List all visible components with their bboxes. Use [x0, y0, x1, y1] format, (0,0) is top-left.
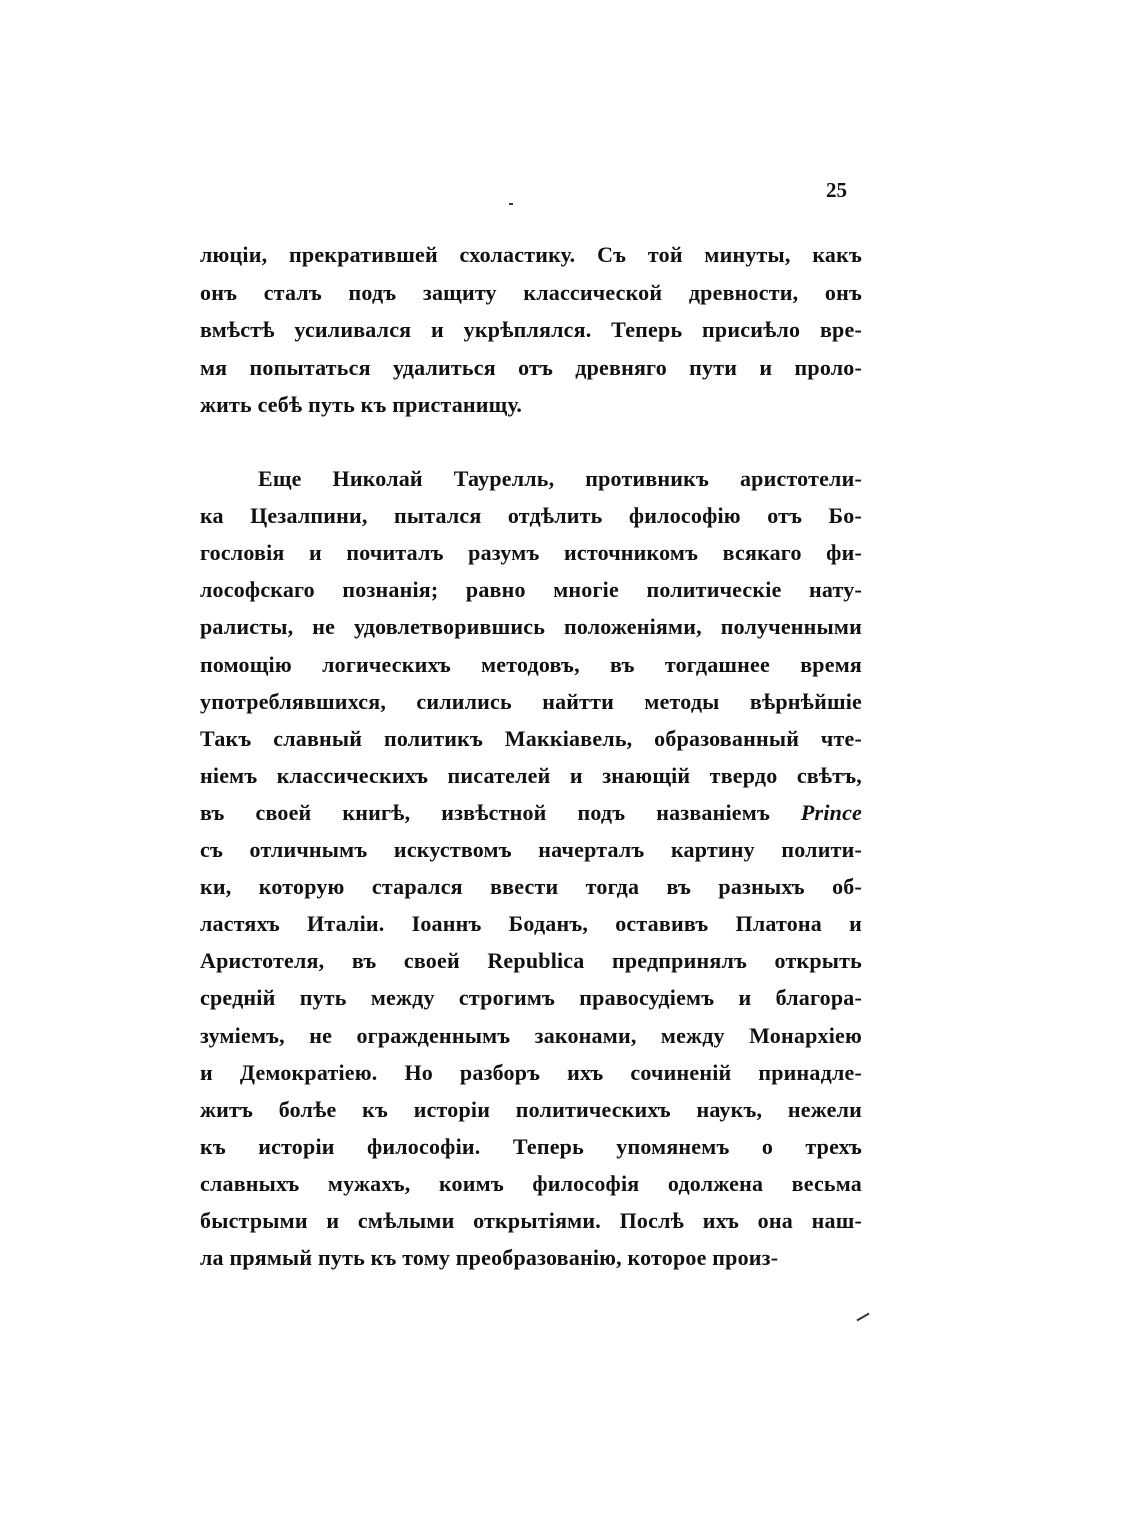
text-line — [200, 355, 862, 381]
text-line — [258, 466, 862, 492]
page-number: 25 — [826, 178, 847, 202]
text-line — [200, 392, 862, 418]
text-line — [200, 540, 862, 566]
text-line — [200, 726, 862, 752]
text-line — [200, 948, 862, 974]
line-text: мя попытаться удалиться отъ древняго пути и проло- — [200, 354, 862, 380]
scan-speck — [509, 203, 513, 205]
line-text: люціи, прекратившей схоластику. Съ той минуты, какъ — [200, 242, 862, 267]
text-line — [200, 1097, 862, 1123]
text-line — [200, 985, 862, 1011]
text-line — [200, 1245, 862, 1271]
text-line — [200, 503, 862, 529]
line-text: помощію логическихъ методовъ, въ тогдашнее время — [200, 651, 862, 677]
scan-mark — [856, 1313, 869, 1322]
line-text: зуміемъ, не огражденнымъ законами, между Монархіею — [200, 1022, 862, 1048]
line-text: гословія и почиталъ разумъ источникомъ всякаго фи- — [200, 540, 862, 566]
line-text: и Демократіею. Но разборъ ихъ сочиненій принадле- — [200, 1059, 862, 1085]
text-line — [200, 1060, 862, 1086]
line-text: житъ болѣе къ исторіи политическихъ наукъ, нежели — [200, 1096, 862, 1122]
line-text: ла прямый путь къ тому преобразованію, которое произ- — [200, 1245, 779, 1271]
line-text: ралисты, не удовлетворившись положеніями, полученными — [200, 614, 862, 640]
line-text: средній путь между строгимъ правосудіемъ и благора- — [200, 985, 862, 1011]
text-line — [200, 317, 862, 343]
text-line — [200, 911, 862, 937]
line-text: ка Цезалпини, пытался отдѣлить философію отъ Бо- — [200, 503, 862, 529]
line-text: употреблявшихся, силились найтти методы вѣрнѣйшіе — [200, 688, 862, 714]
line-text: онъ сталъ подъ защиту классической древности, онъ — [200, 279, 862, 305]
text-line — [200, 837, 862, 863]
text-line — [200, 1023, 862, 1049]
line-text: ластяхъ Италіи. Іоаннъ Боданъ, оставивъ Платона и — [200, 911, 862, 937]
line-text: быстрыми и смѣлыми открытіями. Послѣ ихъ она наш- — [200, 1208, 862, 1233]
text-line — [200, 577, 862, 603]
text-line — [200, 1171, 862, 1197]
line-text: жить себѣ путь къ пристанищу. — [200, 392, 523, 418]
text-line — [200, 280, 862, 306]
line-text: Еще Николай Таурелль, противникъ аристотели- — [258, 466, 862, 491]
text-line — [200, 874, 862, 900]
line-text: лософскаго познанія; равно многіе политическіе нату- — [200, 577, 862, 603]
italic-title: Prince — [800, 799, 862, 825]
text-line — [200, 689, 862, 715]
text-line — [200, 763, 862, 789]
line-text: славныхъ мужахъ, коимъ философія одолжена весьма — [200, 1170, 862, 1196]
line-text: въ своей книгѣ, извѣстной подъ названіемъ — [200, 799, 801, 825]
line-text: Аристотеля, въ своей Republica предпринялъ открыть — [200, 948, 862, 974]
text-line — [200, 1134, 862, 1160]
text-line — [200, 652, 862, 678]
text-line — [200, 1208, 862, 1234]
line-text: ніемъ классическихъ писателей и знающій твердо свѣтъ, — [200, 762, 862, 788]
text-line — [200, 614, 862, 640]
line-text: съ отличнымъ искуствомъ начерталъ картину полити- — [200, 837, 862, 862]
line-text: къ исторіи философіи. Теперь упомянемъ о трехъ — [200, 1133, 862, 1159]
line-text: Такъ славный политикъ Маккіавель, образованный чте- — [200, 725, 862, 751]
text-line — [200, 800, 862, 826]
line-text: вмѣстѣ усиливался и укрѣплялся. Теперь присиѣло вре- — [200, 317, 862, 343]
text-line — [200, 242, 862, 268]
line-text: ки, которую старался ввести тогда въ разныхъ об- — [200, 874, 862, 900]
